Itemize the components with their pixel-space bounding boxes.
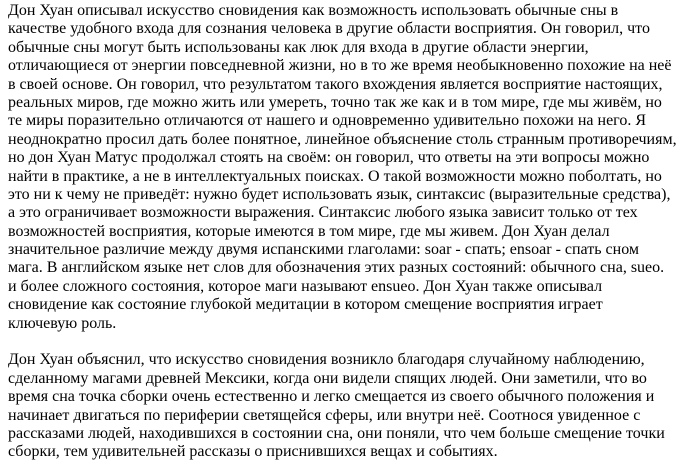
text-line: отличающиеся от энергии повседневной жизни, но в то же время необыкновенно похожие на неё bbox=[8, 57, 672, 75]
text-line: Дон Хуан описывал искусство сновидения как возможность использовать обычные сны в bbox=[8, 2, 619, 19]
text-line: Дон Хуан объяснил, что искусство сновидения возникло благодаря случайному наблюдению, bbox=[8, 351, 645, 369]
text-line: те миры поразительно отличаются от нашего и одновременно удивительно похожи на него. Я bbox=[8, 112, 647, 130]
text-line: рассказами людей, находившихся в состоянии сна, они поняли, что чем больше смещение точки bbox=[8, 424, 665, 442]
text-line: время сна точка сборки очень естественно и легко смещается из своего обычного положения и bbox=[8, 388, 655, 406]
text-line: начинает двигаться по периферии светящейся сферы, или внутри неё. Соотнося увиденное с bbox=[8, 406, 641, 424]
text-line: но дон Хуан Матус продолжал стоять на своём: он говорил, что ответы на эти вопросы можно bbox=[8, 149, 650, 167]
text-line: неоднократно просил дать более понятное, линейное объяснение столь странным противоречиям, bbox=[8, 130, 677, 148]
text-line: мага. В английском языке нет слов для обозначения этих разных состояний: обычного сна, sueo. bbox=[8, 259, 665, 277]
text-line: и более сложного состояния, которое маги называют ensueo. Дон Хуан также описывал bbox=[8, 277, 603, 295]
text-line: качестве удобного входа для сознания человека в другие области восприятия. Он говорил, что bbox=[8, 20, 650, 38]
text-line: в своей основе. Он говорил, что результатом такого вхождения является восприятие настоящих, bbox=[8, 75, 663, 93]
text-line: реальных миров, где можно жить или умереть, точно так же как и в том мире, где мы живём, но bbox=[8, 93, 662, 111]
paragraph-1 bbox=[8, 2, 679, 333]
text-line: это ни к чему не приведёт: нужно будет использовать язык, синтаксис (выразительные средства), bbox=[8, 185, 671, 203]
text-line: сделанному магами древней Мексики, когда они видели спящих людей. Они заметили, что во bbox=[8, 369, 647, 387]
text-line: сновидение как состояние глубокой медитации в котором смещение восприятия играет bbox=[8, 296, 603, 314]
text-line: а это ограничивает возможности выражения. Синтаксис любого языка зависит только от тех bbox=[8, 204, 638, 222]
text-line: ключевую роль. bbox=[8, 314, 117, 332]
text-line: обычные сны могут быть использованы как люк для входа в другие области энергии, bbox=[8, 38, 589, 56]
text-line: сборки, тем удивительней рассказы о приснившихся вещах и событиях. bbox=[8, 443, 498, 461]
paragraph-2 bbox=[8, 351, 679, 461]
text-line: возможностей восприятия, которые имеются в том мире, где мы живем. Дон Хуан делал bbox=[8, 222, 610, 240]
text-line: найти в практике, а не в интеллектуальных поисках. О такой возможности можно поболтать, но bbox=[8, 167, 662, 185]
text-line: значительное различие между двумя испанскими глаголами: soar - спать; ensoar - спать сном bbox=[8, 241, 640, 259]
